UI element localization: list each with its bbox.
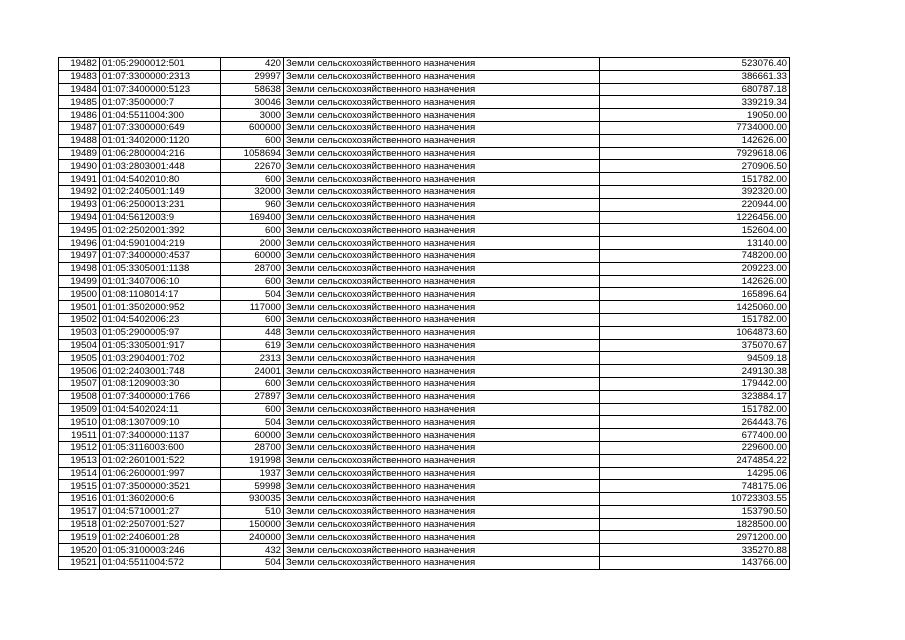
row-number-cell: 19508 [59, 390, 100, 403]
land-category-cell: Земли сельскохозяйственного назначения [284, 237, 600, 250]
area-cell: 600 [221, 134, 284, 147]
land-category-cell: Земли сельскохозяйственного назначения [284, 70, 600, 83]
area-cell: 600 [221, 275, 284, 288]
cadastral-value-cell: 165896.64 [600, 288, 790, 301]
cadastral-value-cell: 13140.00 [600, 237, 790, 250]
row-number-cell: 19482 [59, 58, 100, 71]
table-row [59, 403, 790, 416]
area-cell: 3000 [221, 109, 284, 122]
row-number-cell: 19511 [59, 429, 100, 442]
row-number-cell: 19514 [59, 467, 100, 480]
row-number-cell: 19515 [59, 480, 100, 493]
land-category-cell: Земли сельскохозяйственного назначения [284, 96, 600, 109]
cadastral-number-cell: 01:06:2500013:231 [100, 198, 221, 211]
cadastral-value-cell: 14295.06 [600, 467, 790, 480]
area-cell: 960 [221, 198, 284, 211]
cadastral-number-cell: 01:04:5710001:27 [100, 505, 221, 518]
land-category-cell: Земли сельскохозяйственного назначения [284, 467, 600, 480]
cadastral-number-cell: 01:07:3500000:7 [100, 96, 221, 109]
cadastral-value-cell: 10723303.55 [600, 493, 790, 506]
row-number-cell: 19488 [59, 134, 100, 147]
cadastral-number-cell: 01:05:2900005:97 [100, 326, 221, 339]
cadastral-number-cell: 01:04:5402024:11 [100, 403, 221, 416]
area-cell: 28700 [221, 441, 284, 454]
table-row [59, 288, 790, 301]
table-row [59, 480, 790, 493]
table-row [59, 505, 790, 518]
cadastral-number-cell: 01:04:5402010:80 [100, 173, 221, 186]
land-category-cell: Земли сельскохозяйственного назначения [284, 109, 600, 122]
row-number-cell: 19506 [59, 365, 100, 378]
table-row [59, 416, 790, 429]
land-category-cell: Земли сельскохозяйственного назначения [284, 454, 600, 467]
table-row [59, 58, 790, 71]
cadastral-value-cell: 748175.06 [600, 480, 790, 493]
area-cell: 600 [221, 313, 284, 326]
cadastral-number-cell: 01:07:3300000:649 [100, 121, 221, 134]
land-category-cell: Земли сельскохозяйственного назначения [284, 544, 600, 557]
row-number-cell: 19504 [59, 339, 100, 352]
row-number-cell: 19518 [59, 518, 100, 531]
cadastral-number-cell: 01:03:2904001:702 [100, 352, 221, 365]
table-row [59, 493, 790, 506]
land-category-cell: Земли сельскохозяйственного назначения [284, 275, 600, 288]
cadastral-number-cell: 01:05:3116003:600 [100, 441, 221, 454]
cadastral-number-cell: 01:08:1307009:10 [100, 416, 221, 429]
cadastral-number-cell: 01:07:3400000:1766 [100, 390, 221, 403]
row-number-cell: 19483 [59, 70, 100, 83]
cadastral-value-cell: 1425060.00 [600, 301, 790, 314]
cadastral-value-cell: 748200.00 [600, 249, 790, 262]
land-category-cell: Земли сельскохозяйственного назначения [284, 313, 600, 326]
land-category-cell: Земли сельскохозяйственного назначения [284, 326, 600, 339]
row-number-cell: 19503 [59, 326, 100, 339]
cadastral-value-cell: 151782.00 [600, 403, 790, 416]
land-plots-table [58, 57, 790, 570]
land-category-cell: Земли сельскохозяйственного назначения [284, 429, 600, 442]
area-cell: 32000 [221, 185, 284, 198]
cadastral-number-cell: 01:08:1209003:30 [100, 377, 221, 390]
area-cell: 240000 [221, 531, 284, 544]
cadastral-value-cell: 1226456.00 [600, 211, 790, 224]
cadastral-number-cell: 01:07:3400000:1137 [100, 429, 221, 442]
cadastral-number-cell: 01:01:3402000:1120 [100, 134, 221, 147]
land-category-cell: Земли сельскохозяйственного назначения [284, 403, 600, 416]
row-number-cell: 19520 [59, 544, 100, 557]
table-row [59, 262, 790, 275]
land-category-cell: Земли сельскохозяйственного назначения [284, 58, 600, 71]
table-row [59, 121, 790, 134]
cadastral-value-cell: 94509.18 [600, 352, 790, 365]
cadastral-value-cell: 142626.00 [600, 134, 790, 147]
table-row [59, 326, 790, 339]
area-cell: 22670 [221, 160, 284, 173]
area-cell: 29997 [221, 70, 284, 83]
row-number-cell: 19519 [59, 531, 100, 544]
cadastral-value-cell: 386661.33 [600, 70, 790, 83]
area-cell: 504 [221, 557, 284, 570]
area-cell: 448 [221, 326, 284, 339]
cadastral-value-cell: 142626.00 [600, 275, 790, 288]
land-category-cell: Земли сельскохозяйственного назначения [284, 390, 600, 403]
table-row [59, 96, 790, 109]
table-row [59, 109, 790, 122]
cadastral-number-cell: 01:06:2800004:216 [100, 147, 221, 160]
table-row [59, 557, 790, 570]
cadastral-value-cell: 151782.00 [600, 313, 790, 326]
land-category-cell: Земли сельскохозяйственного назначения [284, 441, 600, 454]
cadastral-value-cell: 7929618.06 [600, 147, 790, 160]
row-number-cell: 19495 [59, 224, 100, 237]
cadastral-value-cell: 143766.00 [600, 557, 790, 570]
row-number-cell: 19501 [59, 301, 100, 314]
table-row [59, 173, 790, 186]
row-number-cell: 19489 [59, 147, 100, 160]
table-row [59, 198, 790, 211]
row-number-cell: 19521 [59, 557, 100, 570]
table-row [59, 160, 790, 173]
row-number-cell: 19510 [59, 416, 100, 429]
table-row [59, 70, 790, 83]
area-cell: 600 [221, 173, 284, 186]
table-row [59, 467, 790, 480]
row-number-cell: 19498 [59, 262, 100, 275]
land-category-cell: Земли сельскохозяйственного назначения [284, 493, 600, 506]
row-number-cell: 19492 [59, 185, 100, 198]
row-number-cell: 19484 [59, 83, 100, 96]
row-number-cell: 19496 [59, 237, 100, 250]
land-category-cell: Земли сельскохозяйственного назначения [284, 352, 600, 365]
cadastral-number-cell: 01:07:3300000:2313 [100, 70, 221, 83]
table-row [59, 441, 790, 454]
area-cell: 27897 [221, 390, 284, 403]
cadastral-number-cell: 01:02:2406001:28 [100, 531, 221, 544]
table-row [59, 544, 790, 557]
row-number-cell: 19499 [59, 275, 100, 288]
area-cell: 600 [221, 377, 284, 390]
cadastral-value-cell: 339219.34 [600, 96, 790, 109]
area-cell: 59998 [221, 480, 284, 493]
table-row [59, 531, 790, 544]
area-cell: 150000 [221, 518, 284, 531]
cadastral-value-cell: 264443.76 [600, 416, 790, 429]
table-row [59, 518, 790, 531]
cadastral-number-cell: 01:02:2405001:149 [100, 185, 221, 198]
cadastral-value-cell: 323884.17 [600, 390, 790, 403]
cadastral-value-cell: 249130.38 [600, 365, 790, 378]
land-category-cell: Земли сельскохозяйственного назначения [284, 377, 600, 390]
table-row [59, 429, 790, 442]
cadastral-number-cell: 01:08:1108014:17 [100, 288, 221, 301]
table-row [59, 301, 790, 314]
land-category-cell: Земли сельскохозяйственного назначения [284, 198, 600, 211]
cadastral-value-cell: 523076.40 [600, 58, 790, 71]
land-category-cell: Земли сельскохозяйственного назначения [284, 531, 600, 544]
cadastral-value-cell: 375070.67 [600, 339, 790, 352]
land-category-cell: Земли сельскохозяйственного назначения [284, 211, 600, 224]
cadastral-value-cell: 2474854.22 [600, 454, 790, 467]
cadastral-value-cell: 7734000.00 [600, 121, 790, 134]
table-row [59, 224, 790, 237]
land-category-cell: Земли сельскохозяйственного назначения [284, 173, 600, 186]
cadastral-value-cell: 179442.00 [600, 377, 790, 390]
area-cell: 2313 [221, 352, 284, 365]
cadastral-number-cell: 01:07:3500000:3521 [100, 480, 221, 493]
cadastral-value-cell: 220944.00 [600, 198, 790, 211]
cadastral-number-cell: 01:04:5612003:9 [100, 211, 221, 224]
cadastral-value-cell: 209223.00 [600, 262, 790, 275]
cadastral-value-cell: 680787.18 [600, 83, 790, 96]
cadastral-number-cell: 01:05:3305001:1138 [100, 262, 221, 275]
area-cell: 600 [221, 403, 284, 416]
area-cell: 504 [221, 416, 284, 429]
area-cell: 58638 [221, 83, 284, 96]
land-category-cell: Земли сельскохозяйственного назначения [284, 301, 600, 314]
area-cell: 619 [221, 339, 284, 352]
row-number-cell: 19507 [59, 377, 100, 390]
row-number-cell: 19509 [59, 403, 100, 416]
cadastral-number-cell: 01:07:3400000:4537 [100, 249, 221, 262]
cadastral-number-cell: 01:05:3305001:917 [100, 339, 221, 352]
cadastral-number-cell: 01:01:3502000:952 [100, 301, 221, 314]
area-cell: 60000 [221, 429, 284, 442]
table-row [59, 147, 790, 160]
area-cell: 432 [221, 544, 284, 557]
area-cell: 504 [221, 288, 284, 301]
cadastral-number-cell: 01:02:2502001:392 [100, 224, 221, 237]
table-row [59, 134, 790, 147]
cadastral-value-cell: 152604.00 [600, 224, 790, 237]
cadastral-number-cell: 01:05:3100003:246 [100, 544, 221, 557]
land-category-cell: Земли сельскохозяйственного назначения [284, 262, 600, 275]
area-cell: 24001 [221, 365, 284, 378]
table-row [59, 249, 790, 262]
land-category-cell: Земли сельскохозяйственного назначения [284, 480, 600, 493]
land-category-cell: Земли сельскохозяйственного назначения [284, 288, 600, 301]
row-number-cell: 19505 [59, 352, 100, 365]
row-number-cell: 19502 [59, 313, 100, 326]
row-number-cell: 19486 [59, 109, 100, 122]
cadastral-number-cell: 01:05:2900012:501 [100, 58, 221, 71]
cadastral-value-cell: 19050.00 [600, 109, 790, 122]
cadastral-number-cell: 01:04:5511004:572 [100, 557, 221, 570]
row-number-cell: 19490 [59, 160, 100, 173]
table-row [59, 313, 790, 326]
land-category-cell: Земли сельскохозяйственного назначения [284, 147, 600, 160]
row-number-cell: 19494 [59, 211, 100, 224]
land-category-cell: Земли сельскохозяйственного назначения [284, 83, 600, 96]
row-number-cell: 19491 [59, 173, 100, 186]
row-number-cell: 19513 [59, 454, 100, 467]
table-row [59, 390, 790, 403]
cadastral-value-cell: 1828500.00 [600, 518, 790, 531]
cadastral-value-cell: 392320.00 [600, 185, 790, 198]
table-row [59, 454, 790, 467]
table-row [59, 237, 790, 250]
row-number-cell: 19517 [59, 505, 100, 518]
row-number-cell: 19493 [59, 198, 100, 211]
cadastral-number-cell: 01:04:5901004:219 [100, 237, 221, 250]
cadastral-number-cell: 01:02:2601001:522 [100, 454, 221, 467]
table-row [59, 339, 790, 352]
table-row [59, 365, 790, 378]
land-category-cell: Земли сельскохозяйственного назначения [284, 416, 600, 429]
area-cell: 60000 [221, 249, 284, 262]
cadastral-value-cell: 1064873.60 [600, 326, 790, 339]
land-category-cell: Земли сельскохозяйственного назначения [284, 134, 600, 147]
area-cell: 169400 [221, 211, 284, 224]
table-body [59, 58, 790, 570]
area-cell: 600000 [221, 121, 284, 134]
row-number-cell: 19516 [59, 493, 100, 506]
area-cell: 930035 [221, 493, 284, 506]
cadastral-number-cell: 01:02:2403001:748 [100, 365, 221, 378]
table-row [59, 275, 790, 288]
row-number-cell: 19500 [59, 288, 100, 301]
land-category-cell: Земли сельскохозяйственного назначения [284, 249, 600, 262]
land-category-cell: Земли сельскохозяйственного назначения [284, 557, 600, 570]
land-category-cell: Земли сельскохозяйственного назначения [284, 339, 600, 352]
table-row [59, 377, 790, 390]
cadastral-value-cell: 229600.00 [600, 441, 790, 454]
cadastral-number-cell: 01:07:3400000:5123 [100, 83, 221, 96]
row-number-cell: 19487 [59, 121, 100, 134]
table-row [59, 83, 790, 96]
cadastral-value-cell: 153790.50 [600, 505, 790, 518]
area-cell: 191998 [221, 454, 284, 467]
cadastral-value-cell: 270906.50 [600, 160, 790, 173]
row-number-cell: 19485 [59, 96, 100, 109]
area-cell: 600 [221, 224, 284, 237]
cadastral-value-cell: 677400.00 [600, 429, 790, 442]
cadastral-value-cell: 151782.00 [600, 173, 790, 186]
cadastral-number-cell: 01:03:2803001:448 [100, 160, 221, 173]
cadastral-value-cell: 2971200.00 [600, 531, 790, 544]
cadastral-value-cell: 335270.88 [600, 544, 790, 557]
area-cell: 510 [221, 505, 284, 518]
land-category-cell: Земли сельскохозяйственного назначения [284, 518, 600, 531]
row-number-cell: 19512 [59, 441, 100, 454]
table-row [59, 352, 790, 365]
land-category-cell: Земли сельскохозяйственного назначения [284, 185, 600, 198]
area-cell: 420 [221, 58, 284, 71]
table-row [59, 185, 790, 198]
area-cell: 2000 [221, 237, 284, 250]
area-cell: 117000 [221, 301, 284, 314]
area-cell: 30046 [221, 96, 284, 109]
land-category-cell: Земли сельскохозяйственного назначения [284, 365, 600, 378]
row-number-cell: 19497 [59, 249, 100, 262]
land-category-cell: Земли сельскохозяйственного назначения [284, 160, 600, 173]
land-category-cell: Земли сельскохозяйственного назначения [284, 505, 600, 518]
area-cell: 1937 [221, 467, 284, 480]
land-category-cell: Земли сельскохозяйственного назначения [284, 224, 600, 237]
cadastral-number-cell: 01:02:2507001:527 [100, 518, 221, 531]
table-row [59, 211, 790, 224]
cadastral-number-cell: 01:01:3407006:10 [100, 275, 221, 288]
area-cell: 1058694 [221, 147, 284, 160]
cadastral-number-cell: 01:04:5511004:300 [100, 109, 221, 122]
cadastral-number-cell: 01:06:2600001:997 [100, 467, 221, 480]
cadastral-number-cell: 01:01:3602000:6 [100, 493, 221, 506]
cadastral-number-cell: 01:04:5402006:23 [100, 313, 221, 326]
area-cell: 28700 [221, 262, 284, 275]
land-category-cell: Земли сельскохозяйственного назначения [284, 121, 600, 134]
